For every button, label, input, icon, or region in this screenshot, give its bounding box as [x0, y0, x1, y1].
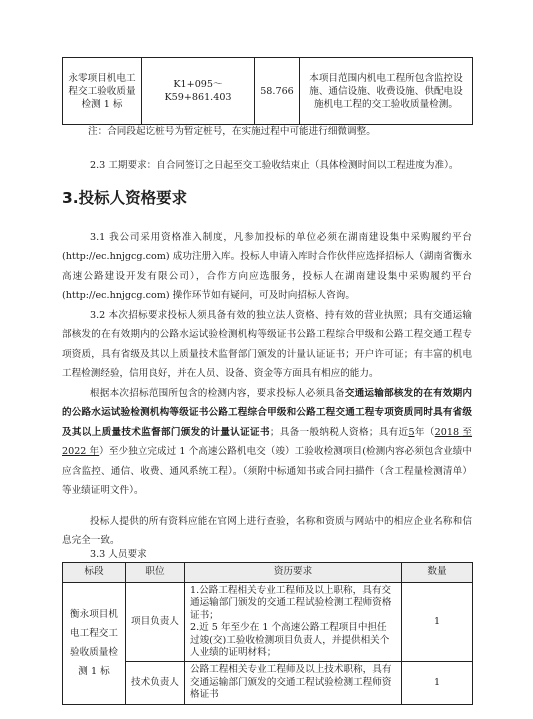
contract-note: 注：合同段起讫桩号为暂定桩号，在实施过程中可能进行细微调整。	[88, 126, 376, 137]
scope-cell: 本项目范围内机电工程所包含监控设施、通信设施、收费设施、供配电设施机电工程的交工验收质量检测。	[300, 58, 473, 125]
section-cell: 衡永项目机电工程交工验收质量检测 1 标	[63, 583, 126, 705]
section-name-cell: 永零项目机电工程交工验收质量检测 1 标	[63, 58, 142, 125]
schedule-requirement: 2.3 工期要求：自合同签订之日起至交工验收结束止（具体检测时间以工程进度为准）。	[90, 160, 459, 171]
header-position: 职位	[126, 563, 185, 583]
header-section: 标段	[63, 563, 126, 583]
key-qualification: 交通运输部核发的在有效期内的公路水运试验检测机构等级证书公路工程综合甲级和公路工程交通工程专项资质同时具有省级及其以上质量技术监督部门颁发的计量认证证书	[62, 388, 473, 438]
position-cell: 项目负责人	[126, 583, 185, 662]
paragraph-3-2-detail: 根据本次招标范围所包含的检测内容，要求投标人必须具备交通运输部核发的在有效期内的公路水运试验检测机构等级证书公路工程综合甲级和公路工程交通工程专项资质同时具有省级及其以上质量技术监督部门颁发的计量认证证书；具备一般纳税人资格；具有近5年（2018 至 2022 年）至少独立完成过 1 个高速公路机电交（竣）工验收检测项目(检测内容必须包含业绩中应含监控、通信、收费、通风系统工程）。（须附中标通知书或合同扫描件（含工程量检测清单）等业绩证明文件）。	[62, 388, 473, 497]
table-header-row	[63, 563, 473, 583]
section-heading: 3.投标人资格要求	[62, 189, 188, 207]
position-cell: 技术负责人	[126, 662, 185, 704]
staff-requirement-heading: 3.3 人员要求	[90, 549, 147, 560]
header-qualification: 资历要求	[185, 563, 402, 583]
quantity-cell: 1	[402, 583, 473, 662]
paragraph-3-1: 3.1 我公司采用资格准入制度，凡参加投标的单位必须在湖南建设集中采购履约平台(http://ec.hnjgcg.com) 成功注册入库。投标人申请入库时合作伙伴应选择招标人（湖南省衡永高速公路建设开发有限公司），合作方向应选服务，投标人在湖南建设集中采购履约平台(http://ec.hnjgcg.com) 操作环节如有疑问，可及时向招标人咨询。	[62, 232, 472, 302]
personnel-table	[62, 562, 473, 705]
paragraph-verification: 投标人提供的所有资料应能在官网上进行查验，名称和资质与网站中的相应企业名称和信息完全一致。	[62, 516, 472, 547]
qualification-cell: 公路工程相关专业工程师及以上技术职称，具有交通运输部门颁发的交通工程试验检测工程师资格证书	[185, 662, 402, 704]
length-cell: 58.766	[255, 58, 300, 125]
quantity-cell: 1	[402, 662, 473, 704]
qualification-cell: 1.公路工程相关专业工程师及以上职称，具有交通运输部门颁发的交通工程试验检测工程师资格证书； 2.近 5 年至少在 1 个高速公路工程项目中担任过竣(交)工验收检测项目负责人，并提供相关个人业绩的证明材料；	[185, 583, 402, 662]
stake-cell: K1+095～K59+861.403	[142, 58, 255, 125]
header-quantity: 数量	[402, 563, 473, 583]
scope-table	[62, 57, 473, 125]
table-row	[63, 583, 473, 662]
paragraph-3-2: 3.2 本次招标要求投标人须具备有效的独立法人资格、持有效的营业执照；具有交通运输部核发的在有效期内的公路水运试验检测机构等级证书公路工程综合甲级和公路工程交通工程专项资质，具有省级及其以上质量技术监督部门颁发的计量认证证书；开户许可证；有丰富的机电工程检测经验，信用良好，并在人员、设备、资金等方面具有相应的能力。	[62, 310, 472, 380]
